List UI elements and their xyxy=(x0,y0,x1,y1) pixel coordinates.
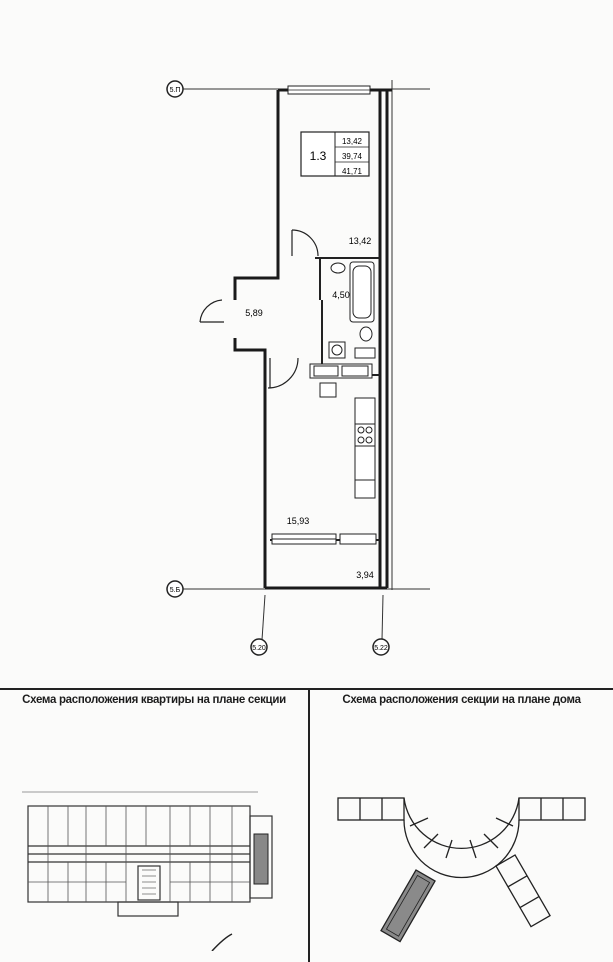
kitchen-fixtures xyxy=(310,364,375,498)
axis-marker-bottom xyxy=(167,581,183,597)
house-scheme-title: Схема расположения секции на плане дома xyxy=(342,694,581,706)
apartment-highlight xyxy=(254,834,268,884)
area-value-2: 39,74 xyxy=(341,152,363,161)
fridge xyxy=(320,383,336,397)
svg-text:5.П: 5.П xyxy=(169,87,181,94)
house-scheme-panel xyxy=(310,690,613,962)
axis-marker-right xyxy=(373,639,389,655)
hall-area: 5,89 xyxy=(245,308,263,318)
bathroom-area: 4,50 xyxy=(332,290,350,300)
toilet xyxy=(360,327,372,341)
apartment-number: 1.3 xyxy=(309,149,327,163)
stove xyxy=(355,424,375,446)
axis-marker-top xyxy=(167,81,183,97)
section-highlight xyxy=(381,870,435,942)
svg-text:5.22: 5.22 xyxy=(374,645,388,652)
balcony-area: 3,94 xyxy=(356,570,374,580)
svg-text:5.20: 5.20 xyxy=(252,645,266,652)
sink xyxy=(331,263,345,273)
section-scheme-title: Схема расположения квартиры на плане секции xyxy=(22,694,286,706)
area-value-1: 13,42 xyxy=(341,137,363,146)
kitchen-sink xyxy=(355,480,375,498)
kitchen-area: 15,93 xyxy=(286,516,310,526)
living-area: 13,42 xyxy=(348,236,372,246)
balcony-door xyxy=(272,534,376,544)
section-scheme-panel xyxy=(0,690,310,962)
apartment-area-box xyxy=(301,132,369,176)
house-scheme-drawing xyxy=(310,706,613,951)
axis-marker-left xyxy=(251,639,267,655)
section-scheme-drawing xyxy=(0,706,308,951)
schemes-section xyxy=(0,688,613,962)
area-value-3: 41,71 xyxy=(341,167,363,176)
bathroom-fixtures xyxy=(329,262,375,358)
svg-text:5.Б: 5.Б xyxy=(169,587,181,594)
